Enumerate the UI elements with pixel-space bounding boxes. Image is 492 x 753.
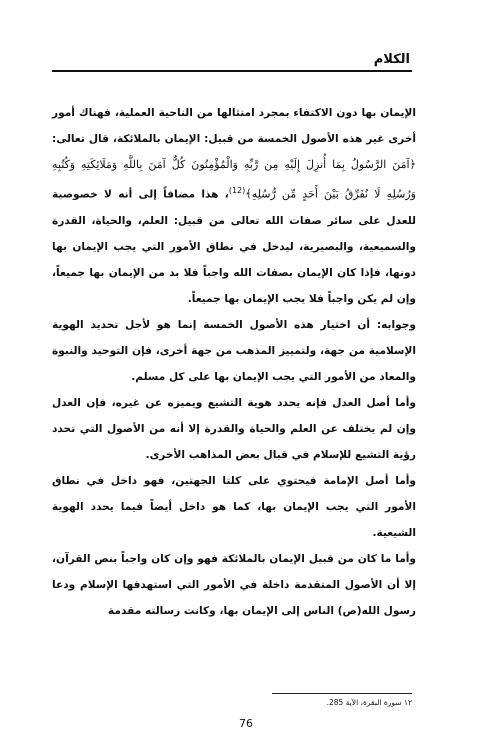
page-number: 76 [239, 717, 253, 730]
paragraph-2: وجوابه: أن اختيار هذه الأصول الخمسة إنما هو لأجل تحديد الهوية الإسلامية من جهة، ولتمييز المذهب من جهة أخرى، فإن التوحيد والنبوة والمعاد من الأمور التي يجب الإيمان بها على كل مسلم. [52, 318, 416, 383]
paragraph-4: وأما أصل الإمامة فيحتوي على كلتا الجهتين، فهو داخل في نطاق الأمور التي يجب الإيمان بها، كما هو داخل أيضاً فيما يحدد الهوية الشيعية. [52, 474, 416, 539]
header-rule [52, 70, 412, 72]
running-header: الكلام [373, 52, 410, 67]
footnote-rule [272, 693, 412, 694]
paragraph-1 [52, 100, 416, 312]
paragraph-1-text-b: ، هذا مضافاً إلى أنه لا خصوصية للعدل على سائر صفات الله تعالى من قبيل: العلم، والحياة، القدرة والسميعية، والبصيرية، ليدخل في نطاق الأمور التي يجب الإيمان بها دونها، فإذا كان الإيمان بصفات الله واجباً فلا بد من الإيمان بها جميعاً، وإن لم يكن واجباً فلا يجب الإيمان بها جميعاً. [52, 188, 416, 305]
quran-quote: ﴿آمَنَ الرَّسُولُ بِمَا أُنزِلَ إِلَيْهِ مِن رَّبِّهِ وَالْمُؤْمِنُونَ كُلٌّ آمَنَ بِاللَّهِ وَمَلَائِكَتِهِ وَكُتُبِهِ وَرُسُلِهِ لَا نُفَرِّقُ بَيْنَ أَحَدٍ مِّن رُّسُلِهِ﴾ [52, 158, 416, 201]
paragraph-5: وأما ما كان من قبيل الإيمان بالملائكة فهو وإن كان واجباً بنص القرآن، إلا أن الأصول المتقدمة داخلة في الأمور التي استهدفها الإسلام ودعا رسول الله(ص) الناس إلى الإيمان بها، وكانت رسالته مقدمة [52, 552, 416, 617]
body-text [52, 100, 416, 624]
footnote: ١٢ سورة البقرة، الآية 285. [326, 698, 412, 707]
footnote-reference: (12) [228, 186, 246, 195]
paragraph-1-text-a: الإيمان بها دون الاكتفاء بمجرد امتثالها من الناحية العملية، فهناك أمور أخرى غير هذه الأصول الخمسة من قبيل: الإيمان بالملائكة، قال تعالى: [52, 107, 416, 145]
paragraph-3: وأما أصل العدل فإنه يحدد هوية التشيع ويميزه عن غيره، فإن العدل وإن لم يختلف عن العلم والحياة والقدرة إلا أنه من الأصول التي تحدد رؤية التشيع للإسلام في قبال بعض المذاهب الأخرى. [52, 396, 416, 461]
